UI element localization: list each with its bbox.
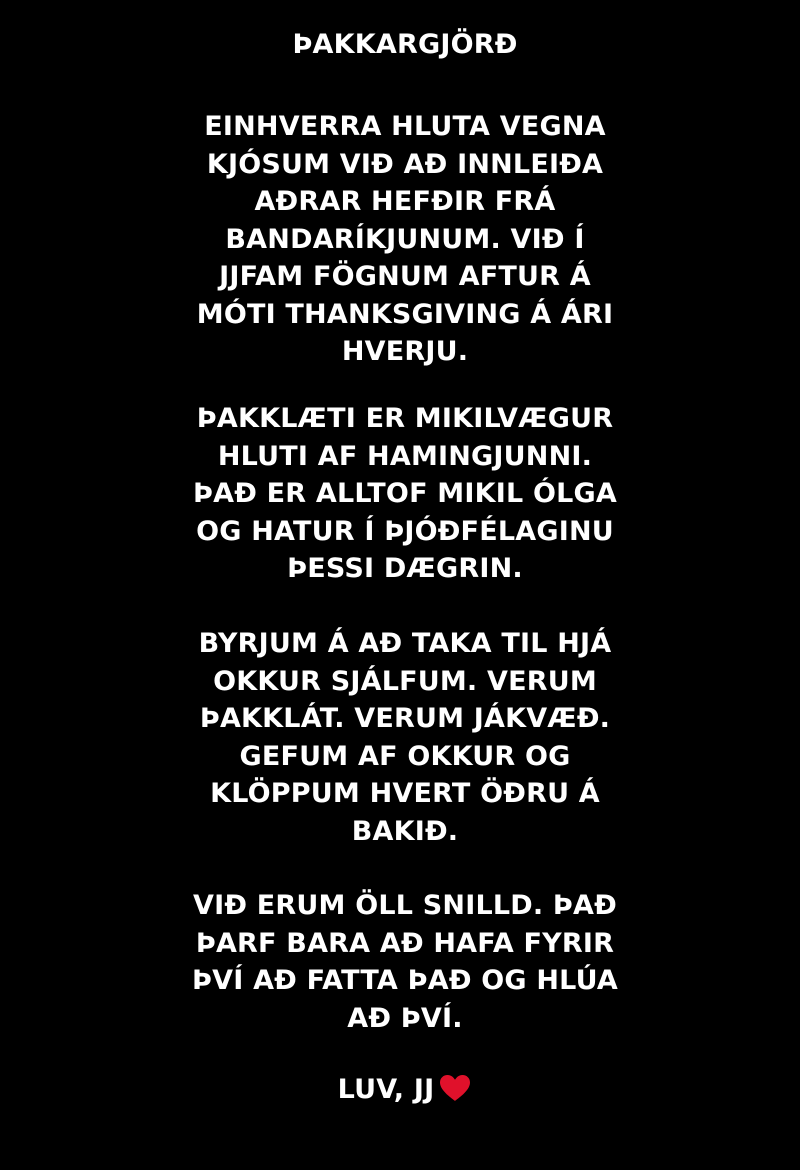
paragraph-line: KJÓSUM VIÐ AÐ INNLEIÐA bbox=[206, 148, 604, 180]
paragraph-3 bbox=[160, 625, 650, 850]
signoff-line bbox=[160, 1071, 650, 1109]
paragraph-line: OKKUR SJÁLFUM. VERUM bbox=[213, 665, 597, 697]
paragraph-line: ÞAKKLÁT. VERUM JÁKVÆÐ. bbox=[199, 703, 611, 734]
paragraph-line: ÞAKKLÆTI ER MIKILVÆGUR bbox=[196, 403, 614, 434]
paragraph-line: EINHVERRA HLUTA VEGNA bbox=[204, 111, 606, 142]
paragraph-line: BANDARÍKJUNUM. VIÐ Í bbox=[225, 223, 585, 255]
paragraph-line: ÞARF BARA AÐ HAFA FYRIR bbox=[195, 927, 615, 959]
paragraph-line: AÐRAR HEFÐIR FRÁ bbox=[254, 186, 556, 217]
paragraph-line: HVERJU. bbox=[341, 336, 469, 367]
signoff-text: LUV, JJ bbox=[337, 1074, 435, 1105]
paragraph-line: HLUTI AF HAMINGJUNNI. bbox=[217, 440, 593, 472]
paragraph-line: BYRJUM Á AÐ TAKA TIL HJÁ bbox=[198, 628, 612, 659]
heading-text: ÞAKKARGJÖRÐ bbox=[292, 29, 518, 60]
story-heading bbox=[160, 26, 650, 64]
paragraph-line: ÞVÍ AÐ FATTA ÞAÐ OG HLÚA bbox=[192, 965, 618, 996]
red-heart-icon bbox=[438, 1073, 472, 1103]
paragraph-line: BAKIÐ. bbox=[351, 815, 459, 847]
paragraph-line: JJFAM FÖGNUM AFTUR Á bbox=[219, 261, 591, 292]
paragraph-line: VIÐ ERUM ÖLL SNILLD. ÞAÐ bbox=[193, 890, 617, 921]
paragraph-line: GEFUM AF OKKUR OG bbox=[239, 740, 571, 772]
paragraph-line: OG HATUR Í ÞJÓÐFÉLAGINU bbox=[196, 515, 614, 547]
signoff bbox=[160, 1071, 650, 1109]
paragraph-2 bbox=[160, 400, 650, 588]
paragraph-line: ÞAÐ ER ALLTOF MIKIL ÓLGA bbox=[192, 478, 618, 509]
paragraph-line: ÞESSI DÆGRIN. bbox=[287, 553, 523, 584]
paragraph-1 bbox=[160, 108, 650, 371]
paragraph-line: KLÖPPUM HVERT ÖÐRU Á bbox=[210, 778, 600, 809]
paragraph-line: AÐ ÞVÍ. bbox=[347, 1002, 463, 1034]
paragraph-line: MÓTI THANKSGIVING Á ÁRI bbox=[196, 298, 614, 330]
paragraph-4 bbox=[160, 887, 650, 1037]
